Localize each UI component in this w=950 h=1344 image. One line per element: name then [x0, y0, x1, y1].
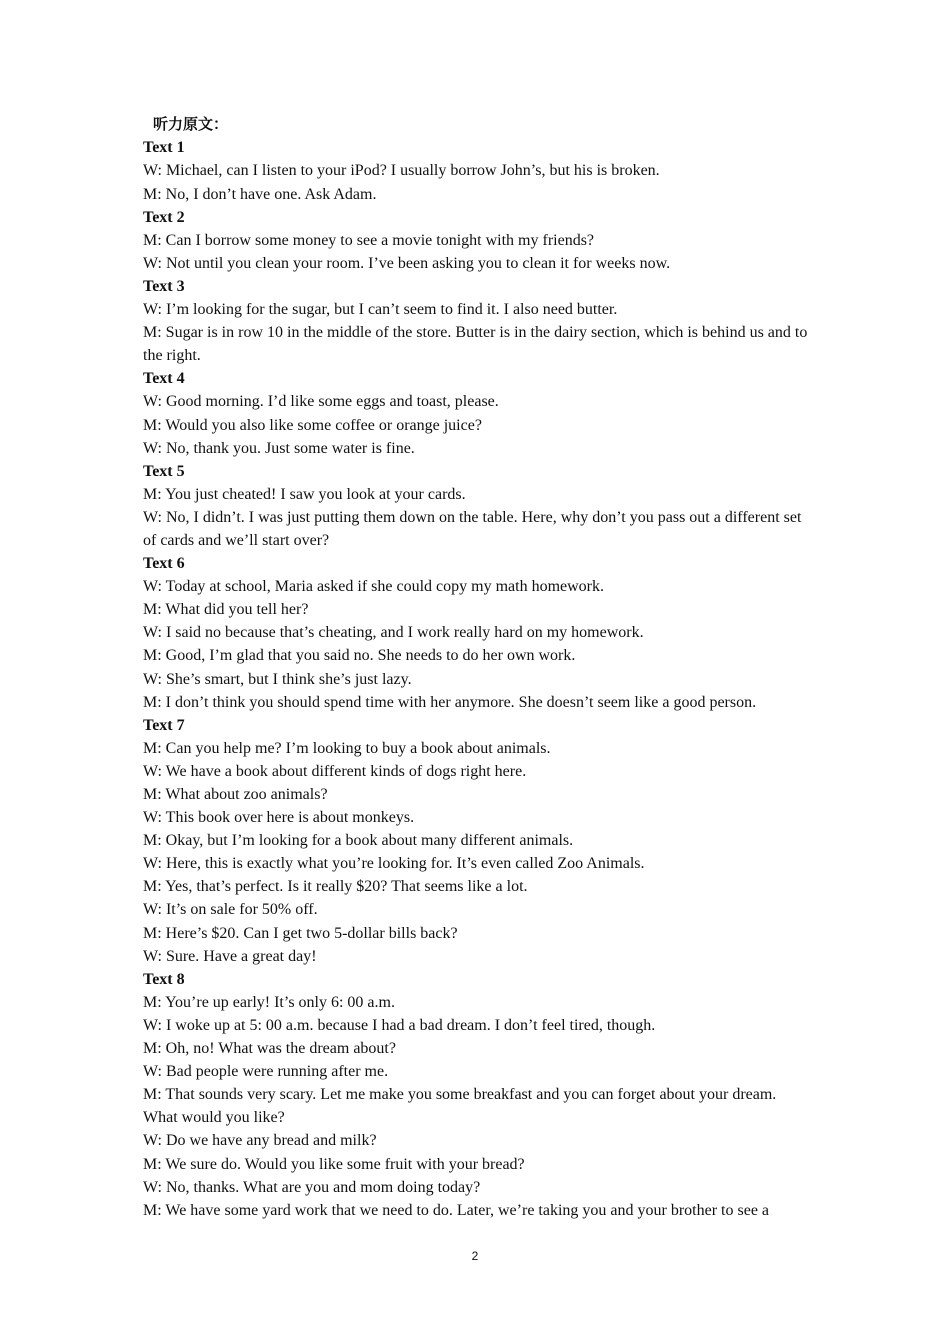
section-title: Text 5 [143, 462, 185, 480]
dialogue-line: M: You’re up early! It’s only 6: 00 a.m. [143, 993, 395, 1011]
dialogue-line: W: No, I didn’t. I was just putting them down on the table. Here, why don’t you pass out a different set of cards and we’ll start over? [143, 508, 802, 549]
transcript-section [143, 552, 813, 714]
dialogue-line: W: This book over here is about monkeys. [143, 809, 415, 827]
transcript-heading: 听力原文： [153, 115, 229, 133]
dialogue-line: M: We sure do. Would you like some fruit with your bread? [143, 1155, 525, 1173]
dialogue-line: M: What about zoo animals? [143, 786, 328, 804]
dialogue-line: W: Bad people were running after me. [143, 1063, 389, 1081]
section-title: Text 2 [143, 208, 185, 226]
transcript-section [143, 136, 813, 205]
section-title: Text 7 [143, 716, 185, 734]
dialogue-line: W: Do we have any bread and milk? [143, 1132, 377, 1150]
dialogue-line: M: Sugar is in row 10 in the middle of the store. Butter is in the dairy section, which is behind us and to the right. [143, 324, 808, 365]
transcript-section [143, 367, 813, 459]
dialogue-line: W: We have a book about different kinds of dogs right here. [143, 762, 527, 780]
transcript-section [143, 714, 813, 968]
dialogue-line: W: I said no because that’s cheating, and I work really hard on my homework. [143, 624, 644, 642]
transcript-section [143, 460, 813, 552]
dialogue-line: W: No, thank you. Just some water is fine. [143, 439, 415, 457]
dialogue-line: W: Sure. Have a great day! [143, 947, 317, 965]
dialogue-line: M: Good, I’m glad that you said no. She needs to do her own work. [143, 647, 576, 665]
dialogue-line: W: I’m looking for the sugar, but I can’t seem to find it. I also need butter. [143, 301, 618, 319]
dialogue-line: M: You just cheated! I saw you look at your cards. [143, 485, 466, 503]
dialogue-line: M: No, I don’t have one. Ask Adam. [143, 185, 377, 203]
transcript-body [143, 113, 813, 1222]
section-title: Text 3 [143, 277, 185, 295]
dialogue-line: M: Can you help me? I’m looking to buy a book about animals. [143, 739, 551, 757]
transcript-section [143, 275, 813, 367]
dialogue-line: W: No, thanks. What are you and mom doing today? [143, 1178, 481, 1196]
transcript-section [143, 968, 813, 1222]
dialogue-line: W: Here, this is exactly what you’re looking for. It’s even called Zoo Animals. [143, 855, 645, 873]
dialogue-line: M: Can I borrow some money to see a movie tonight with my friends? [143, 231, 595, 249]
dialogue-line: M: Here’s $20. Can I get two 5-dollar bills back? [143, 924, 458, 942]
transcript-sections [143, 136, 813, 1221]
dialogue-line: M: Yes, that’s perfect. Is it really $20? That seems like a lot. [143, 878, 528, 896]
dialogue-line: M: Okay, but I’m looking for a book about many different animals. [143, 832, 574, 850]
dialogue-line: M: What did you tell her? [143, 601, 309, 619]
section-title: Text 1 [143, 139, 185, 157]
dialogue-line: W: Not until you clean your room. I’ve been asking you to clean it for weeks now. [143, 254, 671, 272]
dialogue-line: M: We have some yard work that we need to do. Later, we’re taking you and your brother to see a [143, 1201, 770, 1219]
section-title: Text 8 [143, 970, 185, 988]
page-number: 2 [471, 1249, 479, 1263]
dialogue-line: M: Oh, no! What was the dream about? [143, 1040, 396, 1058]
dialogue-line: W: She’s smart, but I think she’s just lazy. [143, 670, 412, 688]
dialogue-line: W: It’s on sale for 50% off. [143, 901, 318, 919]
dialogue-line: W: Michael, can I listen to your iPod? I usually borrow John’s, but his is broken. [143, 162, 660, 180]
dialogue-line: M: I don’t think you should spend time with her anymore. She doesn’t seem like a good person. [143, 693, 757, 711]
dialogue-line: W: I woke up at 5: 00 a.m. because I had a bad dream. I don’t feel tired, though. [143, 1016, 656, 1034]
dialogue-line: W: Today at school, Maria asked if she could copy my math homework. [143, 578, 604, 596]
dialogue-line: M: Would you also like some coffee or orange juice? [143, 416, 482, 434]
section-title: Text 4 [143, 370, 185, 388]
transcript-section [143, 206, 813, 275]
dialogue-line: M: That sounds very scary. Let me make you some breakfast and you can forget about your dream. What would you like? [143, 1086, 777, 1127]
dialogue-line: W: Good morning. I’d like some eggs and toast, please. [143, 393, 499, 411]
section-title: Text 6 [143, 555, 185, 573]
